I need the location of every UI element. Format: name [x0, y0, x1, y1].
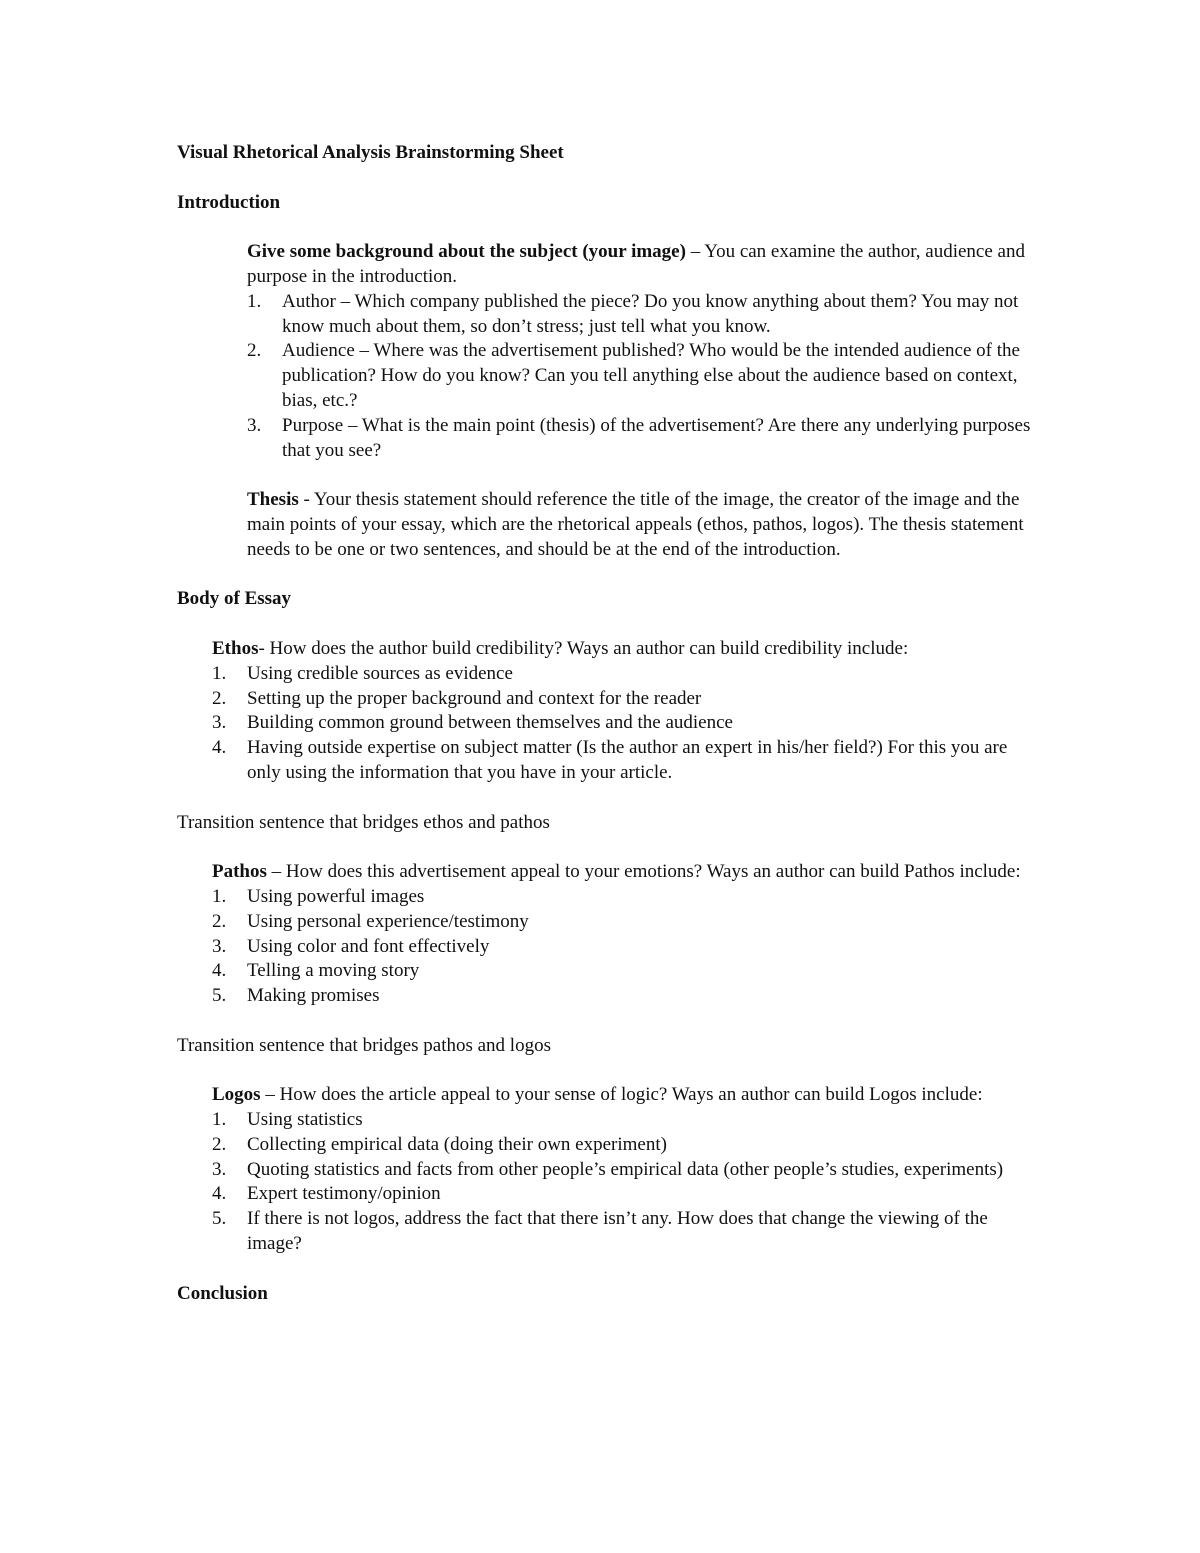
list-item-text: Telling a moving story: [247, 960, 420, 982]
list-number: 1.: [212, 1109, 227, 1131]
document-title: Visual Rhetorical Analysis Brainstorming Sheet: [177, 142, 564, 163]
list-item-text: Setting up the proper background and context for the reader: [247, 687, 702, 709]
list-number: 2.: [247, 340, 262, 362]
list-item-text: Using credible sources as evidence: [247, 662, 513, 684]
background-paragraph: [247, 240, 1037, 290]
list-number: 4.: [212, 1183, 227, 1205]
list-number: 3.: [212, 935, 227, 957]
list-item: [247, 414, 1037, 464]
pathos-list: [212, 885, 1037, 1009]
pathos-lead: Pathos: [212, 861, 267, 883]
list-number: 2.: [212, 910, 227, 932]
list-number: 3.: [247, 414, 262, 436]
pathos-paragraph: [212, 860, 1037, 885]
list-item-text: Purpose – What is the main point (thesis) of the advertisement? Are there any underlying purposes that you see?: [282, 414, 1031, 461]
logos-paragraph: [212, 1083, 1037, 1108]
list-item-text: Using powerful images: [247, 885, 425, 907]
list-item: [212, 885, 1037, 910]
list-number: 4.: [212, 960, 227, 982]
list-item-text: If there is not logos, address the fact that there isn’t any. How does that change the viewing of the image?: [247, 1208, 988, 1255]
list-item: [212, 984, 1037, 1009]
list-item-text: Collecting empirical data (doing their own experiment): [247, 1133, 667, 1155]
pathos-section: [212, 860, 1037, 1009]
ethos-paragraph: [212, 637, 1037, 662]
list-number: 3.: [212, 1158, 227, 1180]
list-item: [247, 290, 1037, 340]
list-item: [212, 711, 1037, 736]
list-number: 1.: [212, 662, 227, 684]
ethos-list: [212, 662, 1037, 786]
list-item: [212, 959, 1037, 984]
list-item-text: Using personal experience/testimony: [247, 910, 529, 932]
thesis-text: - Your thesis statement should reference the title of the image, the creator of the image and the main points of your essay, which are the rhetorical appeals (ethos, pathos, logos). The thesis statement needs to be one or two sentences, and should be at the end of the introduction.: [247, 489, 1024, 560]
list-number: 3.: [212, 712, 227, 734]
introduction-list: [247, 290, 1037, 464]
list-number: 2.: [212, 1133, 227, 1155]
background-text: – You can examine the author, audience and purpose in the introduction.: [247, 241, 1025, 287]
list-item: [212, 1207, 1037, 1257]
list-item-text: Using statistics: [247, 1109, 363, 1131]
list-item: [212, 1182, 1037, 1207]
transition-pathos-logos: Transition sentence that bridges pathos and logos: [177, 1034, 551, 1056]
ethos-text: - How does the author build credibility? Ways an author can build credibility include:: [258, 637, 909, 659]
list-number: 4.: [212, 737, 227, 759]
logos-list: [212, 1108, 1037, 1257]
list-item: [212, 1108, 1037, 1133]
thesis-paragraph: [247, 488, 1037, 562]
list-number: 2.: [212, 687, 227, 709]
logos-section: [212, 1083, 1037, 1257]
list-number: 5.: [212, 985, 227, 1007]
list-number: 5.: [212, 1208, 227, 1230]
pathos-text: – How does this advertisement appeal to your emotions? Ways an author can build Pathos include:: [266, 861, 1021, 883]
list-item: [212, 935, 1037, 960]
background-lead: Give some background about the subject (your image): [247, 241, 686, 263]
transition-ethos-pathos: Transition sentence that bridges ethos and pathos: [177, 811, 550, 833]
list-item-text: Author – Which company published the piece? Do you know anything about them? You may not know much about them, so don’t stress; just tell what you know.: [282, 290, 1019, 337]
thesis-lead: Thesis: [247, 489, 299, 511]
document-page: [177, 141, 1037, 1306]
list-item: [247, 339, 1037, 413]
logos-lead: Logos: [212, 1084, 261, 1106]
list-item-text: Expert testimony/opinion: [247, 1183, 441, 1205]
list-item-text: Making promises: [247, 985, 380, 1007]
list-item-text: Quoting statistics and facts from other people’s empirical data (other people’s studies, experiments): [247, 1158, 1004, 1180]
list-item: [212, 910, 1037, 935]
list-number: 1.: [247, 290, 262, 312]
list-item: [212, 687, 1037, 712]
list-item: [212, 1133, 1037, 1158]
ethos-lead: Ethos: [212, 637, 259, 659]
list-item-text: Audience – Where was the advertisement published? Who would be the intended audience of the publication? How do you know? Can you tell anything else about the audience based on context, bias, etc.?: [282, 340, 1020, 411]
list-item-text: Using color and font effectively: [247, 935, 490, 957]
list-item-text: Having outside expertise on subject matter (Is the author an expert in his/her field?) For this you are only using the information that you have in your article.: [247, 737, 1008, 783]
introduction-heading: Introduction: [177, 191, 281, 213]
ethos-section: [212, 637, 1037, 786]
logos-text: – How does the article appeal to your sense of logic? Ways an author can build Logos include:: [260, 1084, 983, 1106]
list-item-text: Building common ground between themselves and the audience: [247, 712, 733, 734]
list-item: [212, 1158, 1037, 1183]
conclusion-heading: Conclusion: [177, 1282, 268, 1304]
body-heading: Body of Essay: [177, 588, 292, 610]
introduction-section: [247, 240, 1037, 562]
list-item: [212, 736, 1037, 786]
list-number: 1.: [212, 885, 227, 907]
list-item: [212, 662, 1037, 687]
